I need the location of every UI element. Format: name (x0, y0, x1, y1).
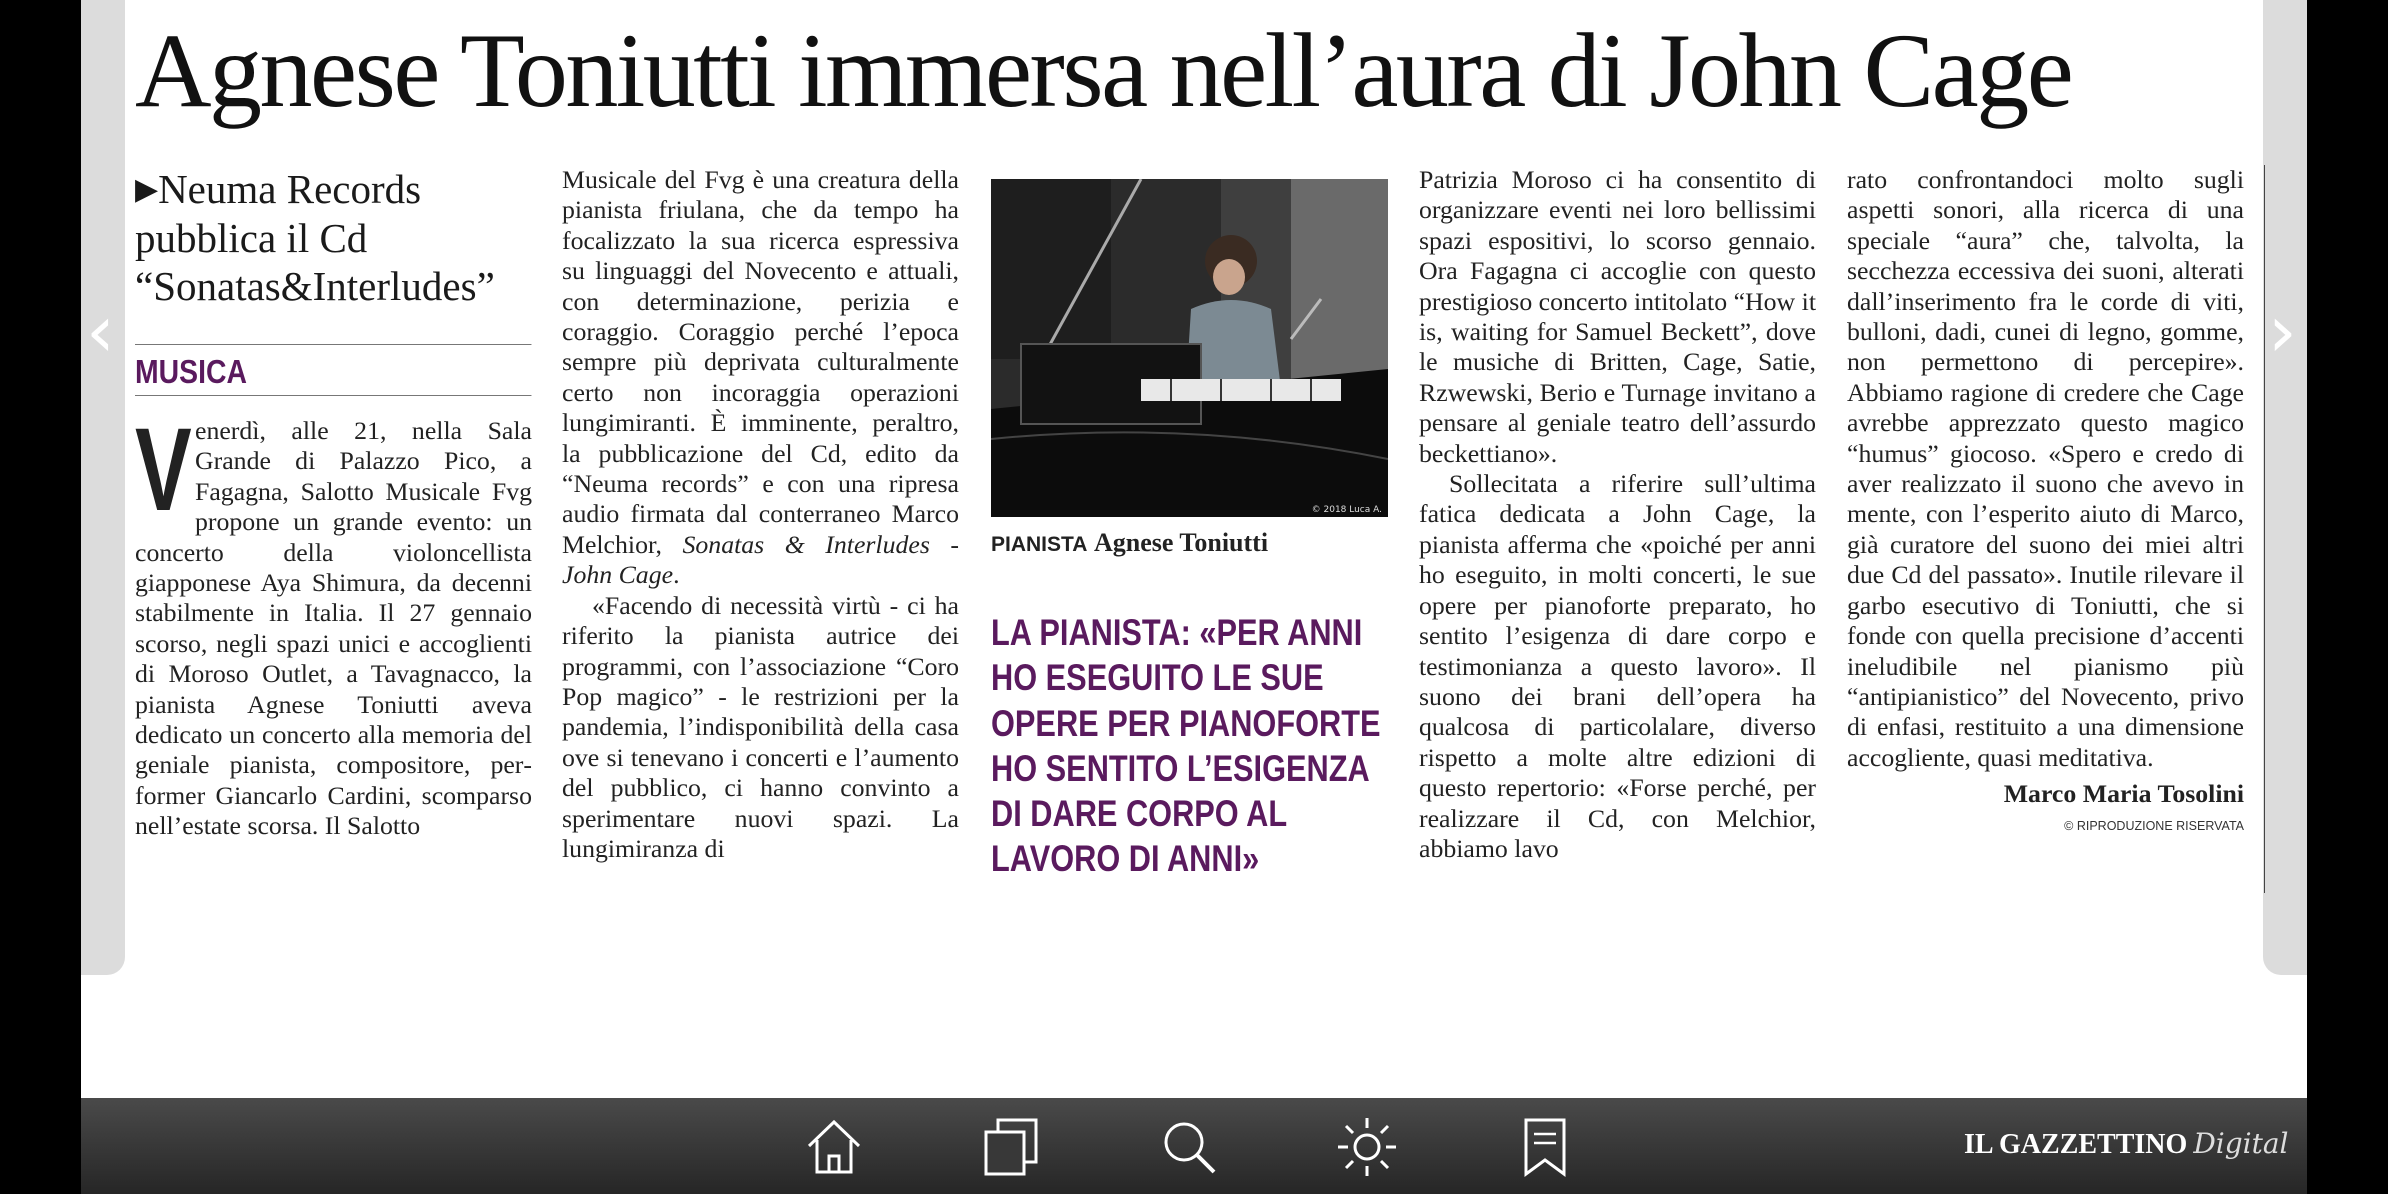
article-paragraph: Patrizia Moroso ci ha consentito di organizzare eventi nei loro bellissimi spazi espositivi, lo scorso gennaio. Ora Fagagna ci accoglie con questo prestigioso concerto intitolato “How it is, waiting for Samuel Beckett”, dove le musiche di Britten, Cage, Satie, Rzwewski, Berio e Turnage invitano a pensare al geniale teatro dell’assurdo beckettiano». (1419, 165, 1816, 468)
chevron-right-icon[interactable]: › (2268, 289, 2297, 373)
chevron-left-icon[interactable]: ‹ (86, 289, 115, 373)
bottom-toolbar (81, 1098, 2307, 1194)
column-rule (2264, 165, 2265, 893)
caption-name: Agnese Toniutti (1093, 528, 1269, 557)
newspaper-page (125, 0, 2263, 975)
prev-page-tab[interactable] (81, 0, 125, 975)
next-page-tab[interactable] (2263, 0, 2307, 975)
paragraph-text: . (673, 560, 680, 590)
article-paragraph: rato confrontandoci molto sugli aspetti sonori, alla ricerca di una speciale “aura” che, talvolta, la secchezza eccessiva dei suoni, alterati dall’inserimento fra le corde di viti, bulloni, dadi, cunei di legno, gomme, non permettono di percepire». Abbiamo ragione di credere che Cage avrebbe apprezzato questo magico “humus” giocoso. «Spero e credo di aver realizzato il suono che avevo in mente, con l’esperito aiuto di Marco, già curatore del suono dei miei altri due Cd del passato». Inutile rilevare il garbo esecutivo di Toniutti, che si fonde con quella precisione d’accenti ineludibile nel pianismo più “antipianistico” del Novecento, privo di enfasi, restituito a una dimensione accogliente, quasi meditativa. (1847, 165, 2244, 772)
pages-button[interactable] (978, 1114, 1044, 1180)
photo-illustration (991, 179, 1388, 517)
article-paragraph (135, 404, 532, 842)
pages-icon (978, 1114, 1044, 1180)
brand-logo (1964, 1124, 2289, 1165)
search-button[interactable] (1156, 1114, 1222, 1180)
bookmark-button[interactable] (1512, 1114, 1578, 1180)
album-title: Sonatas & Interludes - John Cage (562, 529, 959, 590)
text-column-4 (1419, 165, 1816, 864)
home-button[interactable] (801, 1114, 867, 1180)
brand-name: IL GAZZETTINO (1964, 1129, 2188, 1160)
article-paragraph: «Facendo di necessità virtù - ci ha riferito la pianista autrice dei programmi, con l’associazione “Coro Pop magico” - le restrizioni per la pandemia, l’indisponibilità della casa ove si tenevano i concerti e l’aumento del pubblico, ci hanno convinto a sperimentare nuovi spazi. La lungimiranza di (562, 590, 959, 863)
paragraph-text: Musicale del Fvg è una creatura della pianista friulana, che da tempo ha focalizzato la sua ricerca espressiva su linguaggi del Novecento e attuali, con determinazione, perizia e coraggio. Coraggio perché l’epoca sempre più deprivata culturalmente certo non incoraggia operazioni lungimiranti. È imminente, peraltro, la pubblicazione del Cd, edito da “Neuma records” e con una ripresa audio firmata dal conterraneo Marco Melchior, (562, 165, 959, 559)
triangle-icon: ▶ (135, 172, 159, 207)
text-column-5 (1847, 165, 2244, 834)
search-icon (1156, 1114, 1222, 1180)
photo-pianist (991, 179, 1388, 517)
bookmark-icon (1512, 1114, 1578, 1180)
paragraph-text: enerdì, alle 21, nella Sala Grande di Palazzo Pico, a Fagagna, Salotto Musicale Fvg propone un grande evento: un concerto della violoncellista giapponese Aya Shimura, da decenni stabilmente in Italia. Il 27 gennaio scorso, negli spazi unici e accoglienti di Moroso Outlet, a Tavagnacco, la pianista Agnese Toniutti aveva dedicato un concerto alla memoria del geniale pianista, compositore, performer Giancarlo Cardini, scomparso nell’estate scorsa. Il Salotto (135, 416, 532, 841)
section-label: MUSICA (135, 344, 531, 396)
kicker-text: Neuma Records pubblica il Cd “Sonatas&Interludes” (135, 166, 495, 309)
text-column-1 (135, 165, 532, 842)
brightness-button[interactable] (1334, 1114, 1400, 1180)
article-paragraph (562, 165, 959, 591)
copyright-notice: © RIPRODUZIONE RISERVATA (2064, 818, 2244, 833)
article-paragraph: Sollecitata a riferire sull’ultima fatica dedicata a John Cage, la pianista afferma che «poiché per anni ho eseguito, in molti concerti, le sue opere per pianoforte preparato, ho sentito l’esigenza di dare corpo e testimonianza a questo lavoro». Il suono dei brani dell’opera ha qualcosa di particolalare, diverso rispetto a molte altre edizioni di questo repertorio: «Forse perché, per realizzare il Cd, con Melchior, abbiamo lavo (1419, 469, 1816, 863)
article-kicker (135, 165, 532, 310)
pull-quote: LA PIANISTA: «PER ANNI HO ESEGUITO LE SUE OPERE PER PIANOFORTE HO SENTITO L’ESIGENZA DI DARE CORPO AL LAVORO DI ANNI» (991, 611, 1381, 880)
photo-column (991, 179, 1388, 882)
byline: Marco Maria Tosolini (2003, 779, 2244, 809)
photo-credit: © 2018 Luca A. (1311, 505, 1382, 515)
brand-subtitle: Digital (2193, 1127, 2289, 1160)
caption-label: PIANISTA (991, 533, 1088, 556)
home-icon (801, 1114, 867, 1180)
dropcap: V (135, 404, 192, 536)
article-headline: Agnese Toniutti immersa nell’aura di John Cage (135, 12, 2072, 129)
photo-caption (991, 528, 1388, 560)
text-column-2 (562, 165, 959, 864)
brightness-icon (1334, 1114, 1400, 1180)
